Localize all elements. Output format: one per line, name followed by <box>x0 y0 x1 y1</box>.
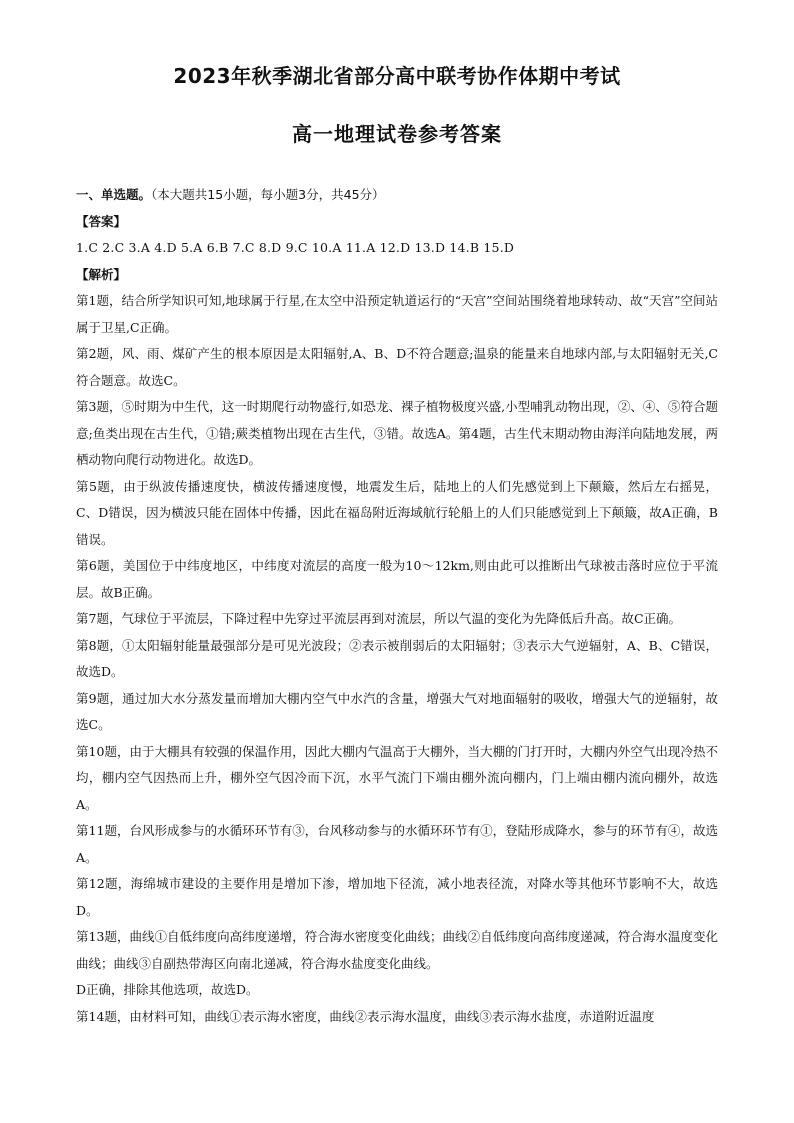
analysis-paragraph: 第1题，结合所学知识可知,地球属于行星,在太空中沿预定轨道运行的“天宫”空间站围绕着地球转动、故“天宫”空间站属于卫星,C正确。 <box>76 293 718 335</box>
analysis-paragraph: 第8题，①太阳辐射能量最强部分是可见光波段；②表示被削弱后的太阳辐射；③表示大气逆辐射，A、B、C错误，故选D。 <box>76 637 718 679</box>
analysis-paragraph: 第7题，气球位于平流层，下降过程中先穿过平流层再到对流层，所以气温的变化为先降低后升高。故C正确。 <box>76 611 682 626</box>
section-note: （本大题共15小题，每小题3分，共45分） <box>151 187 385 202</box>
analysis-paragraph: 第3题，⑤时期为中生代，这一时期爬行动物盛行,如恐龙、裸子植物极度兴盛,小型哺乳动物出现，②、④、⑤符合题意;鱼类出现在古生代，①错;蕨类植物出现在古生代，③错。故选A。第4题，古生代末期动物由海洋向陆地发展，两栖动物向爬行动物进化。故选D。 <box>76 399 718 467</box>
analysis-paragraph: D正确，排除其他选项，故选D。 <box>76 982 259 997</box>
analysis-paragraph: 第2题，风、雨、煤矿产生的根本原因是太阳辐射,A、B、D不符合题意;温泉的能量来自地球内部,与太阳辐射无关,C符合题意。故选C。 <box>76 346 718 388</box>
analysis-paragraph: 第13题，曲线①自低纬度向高纬度递增，符合海水密度变化曲线；曲线②自低纬度向高纬度递减，符合海水温度变化曲线；曲线③自副热带海区向南北递减，符合海水盐度变化曲线。 <box>76 929 718 971</box>
analysis-paragraph: 第14题，由材料可知，曲线①表示海水密度，曲线②表示海水温度，曲线③表示海水盐度，赤道附近温度 <box>76 1008 655 1024</box>
answer-list: 1.C 2.C 3.A 4.D 5.A 6.B 7.C 8.D 9.C 10.A 11.A 12.D 13.D 14.B 15.D <box>76 240 515 255</box>
section-title: 一、单选题。 <box>76 187 152 202</box>
document-title: 2023年秋季湖北省部分高中联考协作体期中考试 <box>173 64 621 88</box>
analysis-paragraph: 第5题，由于纵波传播速度快，横波传播速度慢，地震发生后，陆地上的人们先感觉到上下颠簸，然后左右摇晃，C、D错误，因为横波只能在固体中传播，因此在福岛附近海域航行轮船上的人们只能感觉到上下颠簸，故A正确，B错误。 <box>76 478 718 547</box>
document-subtitle: 高一地理试卷参考答案 <box>292 122 502 146</box>
analysis-paragraph: 第11题，台风形成参与的水循环环节有③，台风移动参与的水循环环节有①，登陆形成降水，参与的环节有④，故选A。 <box>76 823 718 865</box>
analysis-paragraph: 第9题，通过加大水分蒸发量而增加大棚内空气中水汽的含量，增强大气对地面辐射的吸收，增强大气的逆辐射，故选C。 <box>76 690 718 732</box>
analysis-label: 【解析】 <box>76 266 127 282</box>
analysis-paragraph: 第12题，海绵城市建设的主要作用是增加下渗，增加地下径流，减小地表径流，对降水等其他环节影响不大，故选D。 <box>76 876 718 918</box>
answer-label: 【答案】 <box>76 213 127 229</box>
document-body <box>76 182 718 1030</box>
section-heading <box>76 182 718 209</box>
analysis-paragraph: 第6题，美国位于中纬度地区，中纬度对流层的高度一般为10～12km,则由此可以推断出气球被击落时应位于平流层。故B正确。 <box>76 558 718 600</box>
analysis-paragraph: 第10题，由于大棚具有较强的保温作用，因此大棚内气温高于大棚外，当大棚的门打开时，大棚内外空气出现冷热不均，棚内空气因热而上升，棚外空气因冷而下沉，水平气流门下端由棚外流向棚内，门上端由棚内流向棚外，故选A。 <box>76 743 718 812</box>
